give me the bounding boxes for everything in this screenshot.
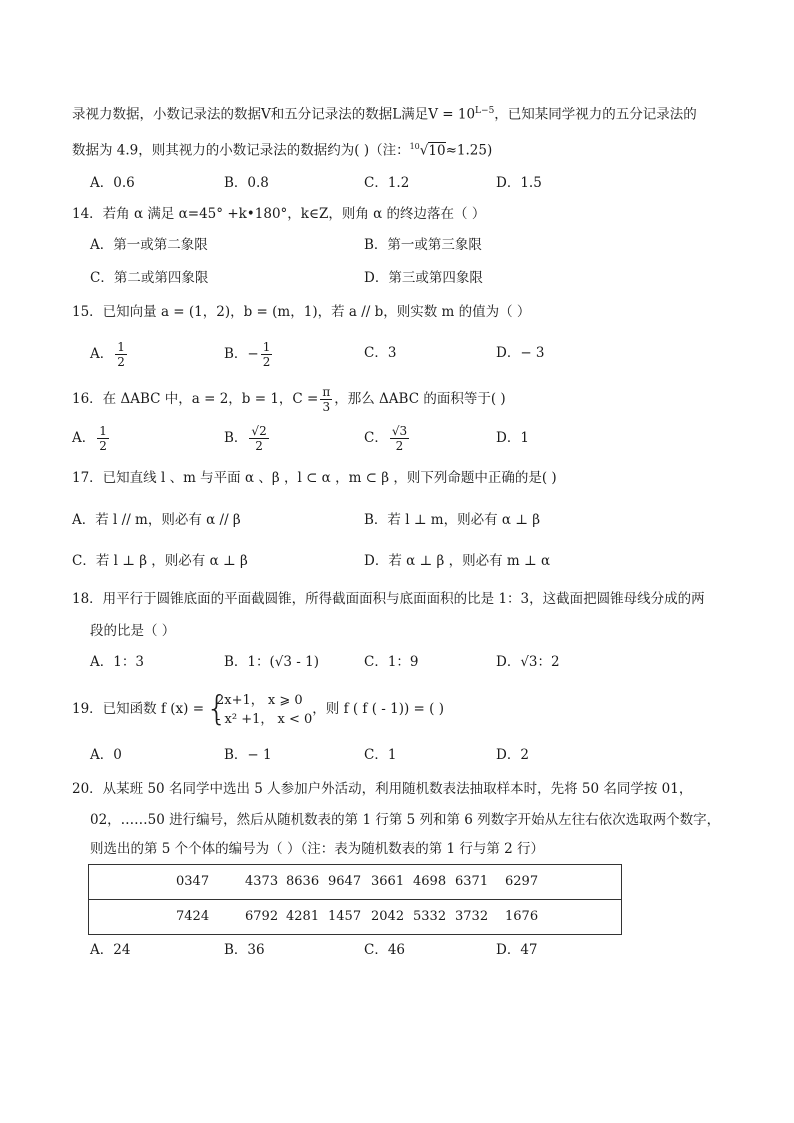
q20-line1: 20．从某班 50 名同学中选出 5 人参加户外活动，利用随机数表法抽取样本时，先将 50 名同学按 01， [72, 781, 693, 797]
q16-option-d: D．1 [496, 430, 529, 446]
table-number: 4373 [245, 874, 279, 889]
q17-stem: 17．已知直线 l 、m 与平面 α 、β ，l ⊂ α ，m ⊂ β ，则下列命题中正确的是( ) [72, 470, 557, 486]
q17-option-d: D．若 α ⊥ β ，则必有 m ⊥ α [364, 553, 551, 569]
q16-option-c: C． $\frac{√3}{2}$ [364, 424, 408, 453]
q15-stem: 15．已知向量 a = (1，2)，b = (m，1)，若 a // b，则实数 m 的值为（ ） [72, 304, 531, 320]
q15-option-a-fraction: $\frac{1}{2}$ [117, 340, 125, 369]
table-number: 8636 [286, 874, 320, 889]
q13-line1-text: 录视力数据，小数记录法的数据V和五分记录法的数据L满足V = 10 [72, 106, 476, 123]
q16-option-a: A． $\frac{1}{2}$ [72, 424, 107, 453]
table-number: 5332 [413, 909, 447, 924]
q13-option-c: C．1.2 [364, 175, 410, 191]
table-number: 3661 [371, 874, 405, 889]
q19-option-a: A．0 [90, 747, 122, 763]
q20-option-d: D．47 [496, 942, 538, 958]
q19-stem [72, 687, 444, 731]
q15-option-c: C．3 [364, 345, 397, 361]
q16-stem [72, 385, 506, 414]
q19-option-d: D．2 [496, 747, 529, 763]
table-number: 4698 [413, 874, 447, 889]
table-number: 6371 [455, 874, 489, 889]
q18-option-d: D．√3：2 [496, 654, 560, 670]
q16-option-b: B． $\frac{√2}{2}$ [224, 424, 267, 453]
q19-case-1: 2x+1， x ⩾ 0 [216, 692, 303, 708]
q17-option-b: B．若 l ⊥ m，则必有 α ⊥ β [364, 512, 541, 528]
q14-option-d: D．第三或第四象限 [364, 270, 483, 286]
q20-option-c: C．46 [364, 942, 406, 958]
q19-stem-tail: ，则 f ( f ( - 1)) = ( ) [312, 701, 444, 717]
table-number: 9647 [328, 874, 362, 889]
table-number: 1676 [505, 909, 539, 924]
q18-option-a: A．1：3 [90, 654, 144, 670]
table-number: 0347 [176, 874, 210, 889]
q20-option-a: A．24 [90, 942, 131, 958]
q15-option-a [90, 340, 129, 369]
q13-exponent: L−5 [475, 106, 495, 116]
q14-option-a: A．第一或第二象限 [90, 237, 208, 253]
q18-line2: 段的比是（ ） [90, 623, 176, 639]
q13-root-radicand: 10 [428, 142, 446, 159]
table-number: 2042 [371, 909, 405, 924]
q20-line2: 02，……50 进行编号，然后从随机数表的第 1 行第 5 列和第 6 列数字开始从左往右依次选取两个数字， [90, 812, 721, 828]
q13-option-b: B．0.8 [224, 175, 269, 191]
q20-line3: 则选出的第 5 个个体的编号为（ ）（注：表为随机数表的第 1 行与第 2 行） [90, 841, 545, 857]
table-number: 6297 [505, 874, 539, 889]
q17-option-c: C．若 l ⊥ β ，则必有 α ⊥ β [72, 553, 248, 569]
table-number: 3732 [455, 909, 489, 924]
q15-option-b-label: B．− [224, 346, 259, 362]
q17-option-a: A．若 l // m，则必有 α // β [72, 512, 241, 528]
table-number: 7424 [176, 909, 210, 924]
q16-angle-fraction: $\frac{\pi}{3}$ [322, 385, 331, 414]
q13-line2-tail: ≈1.25) [445, 142, 493, 159]
q15-option-a-label: A． [90, 346, 114, 362]
q14-stem: 14．若角 α 满足 α=45° +k•180°，k∈Z，则角 α 的终边落在（ ） [72, 206, 486, 222]
q13-line2-text: 数据为 4.9，则其视力的小数记录法的数据约为( )（注： [72, 142, 410, 159]
q13-option-d: D．1.5 [496, 175, 542, 191]
q13-line1-tail: ，已知某同学视力的五分记录法的 [494, 106, 697, 123]
q13-line1 [72, 102, 697, 124]
q19-case-2: - x² +1， x < 0 [216, 711, 313, 727]
q18-line1: 18．用平行于圆锥底面的平面截圆锥，所得截面面积与底面面积的比是 1：3，这截面把圆锥母线分成的两 [72, 591, 705, 607]
q13-root-index: 10 [409, 142, 420, 151]
q13-line2: 数据为 4.9，则其视力的小数记录法的数据约为( )（注：$^{10}$√10≈1.25) [72, 142, 493, 159]
q20-option-b: B．36 [224, 942, 265, 958]
q15-option-b-fraction: $\frac{1}{2}$ [262, 340, 271, 369]
q14-option-b: B．第一或第三象限 [364, 237, 482, 253]
q14-option-c: C．第二或第四象限 [90, 270, 209, 286]
table-number: 4281 [286, 909, 320, 924]
q19-piecewise: { 2x+1， x ⩾ 0 - x² +1， x < 0 [206, 688, 313, 729]
q15-option-b [224, 340, 274, 369]
q19-option-c: C．1 [364, 747, 397, 763]
q13-option-a: A．0.6 [90, 175, 135, 191]
q18-option-c: C．1：9 [364, 654, 419, 670]
table-number: 6792 [245, 909, 279, 924]
q15-option-d: D．− 3 [496, 345, 545, 361]
table-number: 1457 [328, 909, 362, 924]
q19-option-b: B．− 1 [224, 747, 272, 763]
q16-stem-text: 16．在 ΔABC 中，a = 2，b = 1，C = [72, 391, 319, 407]
q16-stem-tail: ，那么 ΔABC 的面积等于( ) [334, 391, 506, 407]
q19-stem-text: 19．已知函数 f (x) = [72, 701, 205, 717]
q18-option-b: B．1：(√3 - 1) [224, 654, 319, 670]
